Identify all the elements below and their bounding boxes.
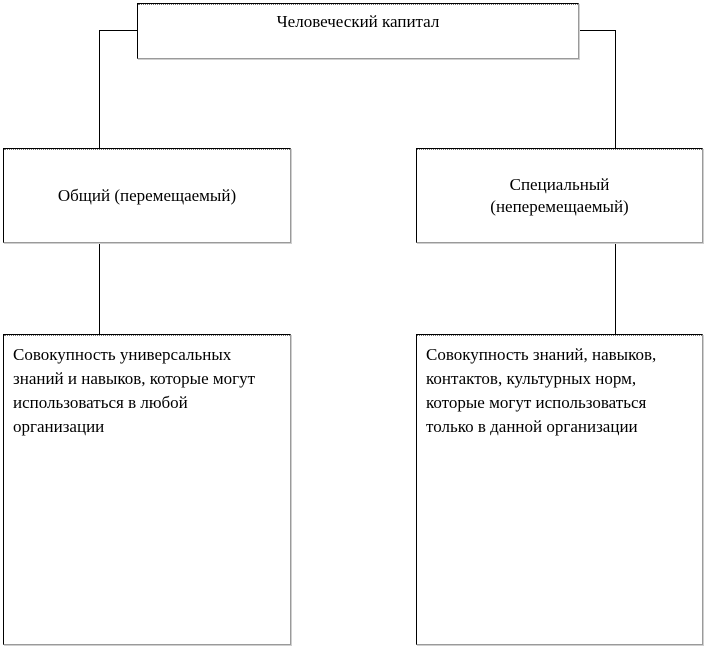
connector-root-to-left-horizontal — [99, 30, 137, 31]
connector-root-to-left-vertical — [99, 30, 100, 148]
node-special-capital-description — [416, 334, 703, 645]
special-capital-description-text: Совокупность знаний, навыков, контактов, культурных норм, которые могут использоваться только в данной организации — [426, 345, 657, 436]
general-capital-description-text: Совокупность универсальных знаний и навыков, которые могут использоваться в любой организации — [13, 345, 256, 436]
node-general-capital-description — [3, 334, 291, 645]
connector-root-to-right-vertical — [615, 30, 616, 148]
connector-root-to-right-horizontal — [579, 30, 615, 31]
general-capital-title: Общий (перемещаемый) — [57, 185, 237, 205]
node-special-capital — [416, 148, 703, 243]
special-capital-title: Специальный (неперемещаемый) — [490, 174, 629, 216]
root-node-label: Человеческий капитал — [276, 12, 440, 31]
connector-right-mid-to-bottom — [615, 243, 616, 334]
root-node-human-capital — [137, 3, 579, 59]
node-general-capital — [3, 148, 291, 243]
connector-left-mid-to-bottom — [99, 243, 100, 334]
